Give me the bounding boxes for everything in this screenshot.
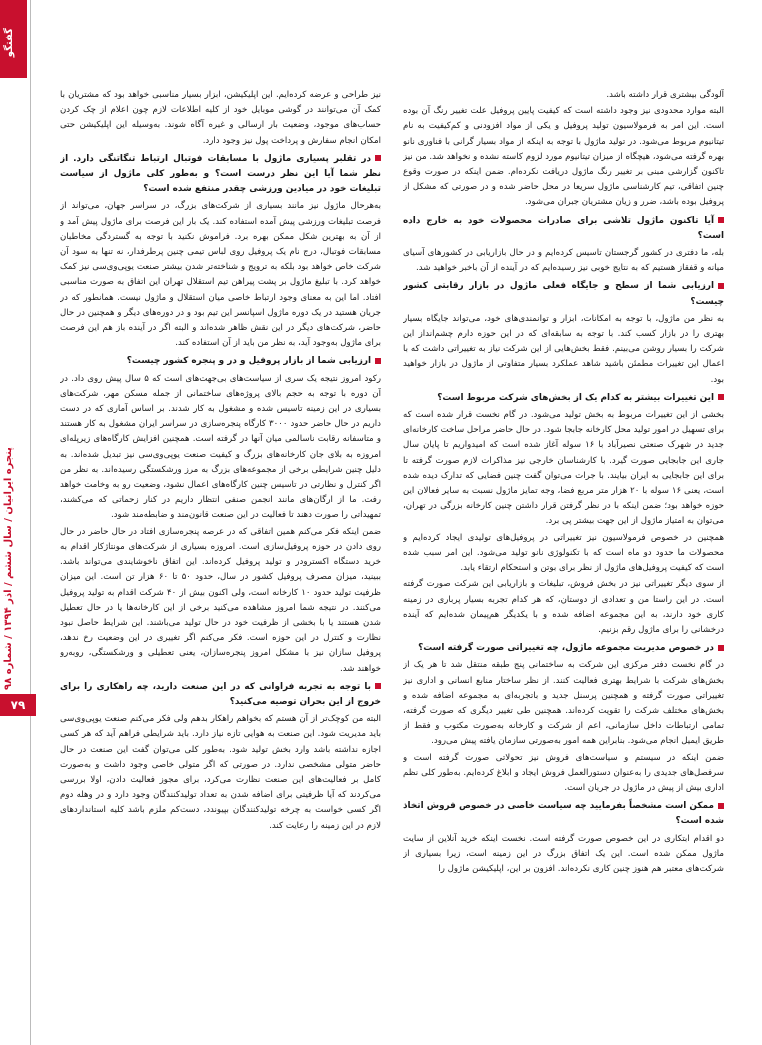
section-tab-label: گفتگو	[4, 28, 15, 58]
interview-question	[60, 354, 381, 369]
article-paragraph	[60, 88, 381, 149]
page-number: ۷۹	[0, 694, 36, 716]
paragraph-text: در خصوص مدیریت مجموعه ماژول، چه تغییراتی صورت گرفته است؟	[418, 643, 714, 654]
paragraph-text: این تغییرات بیشتر به کدام یک از بخش‌های شرکت مربوط است؟	[437, 392, 714, 403]
paragraph-text: به‌هرحال ماژول نیز مانند بسیاری از شرکت‌های بزرگ، در سراسر جهان، می‌تواند از فرصت تبلیغات ورزشی پیش آمده استفاده کند. یک بار این فرصت برای ماژول پیش آمد و از آن به بهترین شکل ممکن بهره برد. فراموش نکنید با توجه به گستردگی مخاطبان مسابقات فوتبال، درج نام یک پروفیل روی لباس تیمی چنین پرطرفدار، نه تنها به سود آن شرکت خاص خواهد بود بلکه به ترویج و شناخته‌تر شدن بیشتر صنعت یوپی‌وی‌سی نیز کمک خواهد کرد. با تبلیغ ماژول بر پشت پیراهن تیم استقلال تهران این اتفاق به صورت مناسبی افتاد. اما این به معنای وجود ارتباط خاصی میان استقلال و ماژول نیست. همانطور که در جریان هستید در یک دوره ماژول اسپانسر این تیم بود و در دوره‌های دیگر و همچنین در حال حاضر، شرکت‌های دیگر در این نقش ظاهر شده‌اند و البته اگر در آینده باز هم این فرصت برای ماژول به‌وجود آید، به نظر من باید از آن استفاده کند.	[60, 201, 381, 349]
question-bullet-icon	[718, 283, 724, 289]
article-paragraph	[403, 104, 724, 210]
article-paragraph	[403, 246, 724, 276]
article-paragraph	[403, 658, 724, 749]
paragraph-text: البته موارد محدودی نیز وجود داشته است که کیفیت پایین پروفیل علت تغییر رنگ آن بوده است. این امر به فرمولاسیون تولید پروفیل و یکی از مواد افزودنی و کم‌کیفیت به نام تیتانیوم مربوط می‌شود. در تولید ماژول با توجه به اینکه از مواد بسیار گرانی با فناوری نانو بهره گرفته می‌شود، هیچگاه از میزان تیتانیوم مورد لزوم کاسته نشده و نخواهد شد. من نیز تاکنون گزارشی مبنی بر تغییر رنگ ماژول دریافت نکرده‌ام. ضمن اینکه در صورت وقوع چنین اتفاقی، تیم کارشناسی ماژول سریعا در محل حاضر شده و در صورتی که مشکل از پروفیل بوده باشد، ضرر و زیان مشتریان جبران می‌شود.	[403, 106, 724, 208]
interview-question	[403, 214, 724, 244]
question-bullet-icon	[718, 803, 724, 809]
question-bullet-icon	[375, 155, 381, 161]
article-paragraph	[60, 372, 381, 524]
paragraph-text: به نظر من ماژول، با توجه به امکانات، ابزار و توانمندی‌های خود، می‌تواند جایگاه بسیار بهتری را در بازار کسب کند. با توجه به سابقه‌ای که در این حوزه دارم چشم‌انداز این شرکت را بسیار روشن می‌بینم. فقط بخش‌هایی از این شرکت نیاز به تغییراتی داشت که با اعمال این تغییرات مطمئن باشید شاهد عملکرد بسیار متفاوتی از ماژول در بازار خواهید بود.	[403, 313, 724, 385]
article-paragraph	[60, 199, 381, 351]
article-paragraph	[403, 408, 724, 530]
paragraph-text: بله، ما دفتری در کشور گرجستان تاسیس کرده‌ایم و در حال بازاریابی در کشورهای آسیای میانه و قفقاز هستیم که به نتایج خوبی نیز رسیده‌ایم که در آینده از آن باخبر خواهید شد.	[403, 248, 724, 274]
interview-question	[60, 680, 381, 710]
interview-question	[403, 799, 724, 829]
paragraph-text: آلودگی بیشتری قرار داشته باشد.	[606, 90, 724, 100]
paragraph-text: رکود امروز نتیجه یک سری از سیاست‌های بی‌جهت‌های است که ۵ سال پیش روی داد. در آن دوره با توجه به حجم بالای پروژه‌های ساختمانی از جمله مسکن مهر، شرکت‌های بسیاری در این زمینه تاسیس شده و مشغول به کار شدند. بر اساس آماری که در دست داریم در حال حاضر حدود ۳۰۰۰ کارگاه پنجره‌سازی در سراسر ایران مشغول به کار هستند و متاسفانه رقابت ناسالمی میان آنها در گرفته است. همچنین افزایش کارگاه‌های زیرپله‌ای امروزه به بلای جان کارخانه‌های بزرگ و کیفیت صنعت یوپی‌وی‌سی نیز تبدیل شده‌اند. به دلیل چنین شرایطی برخی از مجموعه‌های بزرگ به مرز ورشکستگی رسیده‌اند. به نظر من اگر کنترل و نظارتی در تاسیس چنین کارگاه‌های اعمال نشود، وضعیت رو به وخامت خواهد رفت. ما از ارگان‌های مانند انجمن صنفی انتظار داریم در کنار زحماتی که می‌کشند، تمهیداتی را صورت دهند تا فعالیت در این صنعت قانون‌مند و ضابطه‌مند شود.	[60, 373, 381, 521]
paragraph-text: بخشی از این تغییرات مربوط به بخش تولید می‌شود. در گام نخست قرار شده است که برای تسهیل در امور تولید محل کارخانه جابجا شود. در حال حاضر مراحل ساخت کارخانه‌ای جدید در شهرک صنعتی نصیرآباد با ۱۶ سوله آغاز شده است که امیدواریم تا پایان سال جاری این جابجایی صورت گیرد. با کارشناسان خارجی نیز مذاکرات لازم صورت گرفته تا برای این جابجایی به ایران بیایند. با جرات می‌توان گفت چنین فضایی که تدارک دیده شده است، یعنی ۱۶ سوله با ۲۰ هزار متر مربع فضا، وجه تمایز ماژول نسبت به سایر فعالان این حوزه خواهد بود؛ ضمن اینکه با در نظر گرفتن قرار داشتن چنین کارخانه بزرگی در تهران، می‌توان به امتیاز ماژول از این جهت بیشتر پی برد.	[403, 410, 724, 527]
interview-question	[403, 391, 724, 406]
paragraph-text: دو اقدام ابتکاری در این خصوص صورت گرفته است. نخست اینکه خرید آنلاین از سایت ماژول ممکن شده است. این یک اتفاق بزرگ در این زمینه است، زیرا بسیاری از شرکت‌های معتبر هم هنوز چنین کاری نکرده‌اند. افزون بر این، اپلیکیشن ماژول را	[403, 833, 724, 874]
question-bullet-icon	[375, 358, 381, 364]
article-columns	[60, 88, 724, 1028]
paragraph-text: آیا تاکنون ماژول تلاشی برای صادرات محصولات خود به خارج داده است؟	[403, 215, 724, 241]
paragraph-text: ضمن اینکه در سیستم و سیاست‌های فروش نیز تحولاتی صورت گرفته است و سرفصل‌های جدیدی را به‌عنوان دستورالعمل فروش ایجاد و ابلاغ کرده‌ایم. به‌طور کلی نظم اداری بیش از پیش در ماژول در جریان است.	[403, 752, 724, 793]
article-paragraph	[403, 88, 724, 103]
paragraph-text: همچنین در خصوص فرمولاسیون نیز تغییراتی در پروفیل‌های تولیدی ایجاد کرده‌ایم و محصولات ما حدود دو ماه است که با تکنولوژی نانو تولید می‌شود. این امر سبب شده است که کیفیت پروفیل‌های ماژول از نظر برای بوتن و استحکام ارتقاء یابد.	[403, 532, 724, 574]
paragraph-text: البته من کوچک‌تر از آن هستم که بخواهم راهکار بدهم ولی فکر می‌کنم صنعت یوپی‌وی‌سی باید مدیریت شود. این صنعت به هوایی تازه نیاز دارد. باید شرایطی فراهم آید که هر کسی اجازه نداشته باشد وارد بخش تولید شود. به‌طور کلی می‌توان گفت این صنعت در حال حاضر متولی مشخصی ندارد. در صورتی که اگر متولی خاصی وجود داشت و به‌صورت کامل بر فعالیت‌های این صنعت نظارت می‌کرد، برای مجوز فعالیت دادن، اولا بررسی می‌کردند که آیا ظرفیتی برای اضافه شدن به تعداد تولیدکنندگان وجود دارد و در وهله دوم اگر کسی خواست به چرخه تولیدکنندگان بپیوندد، دست‌کم ملزم باشد کلیه استانداردهای لازم در این زمینه را رعایت کند.	[60, 714, 381, 831]
interview-question	[60, 152, 381, 198]
paragraph-text: ارزیابی شما از بازار پروفیل و در و پنجره کشور چیست؟	[126, 356, 371, 367]
paragraph-text: ضمن اینکه فکر می‌کنم همین اتفاقی که در عرصه پنجره‌سازی افتاد در حال حاضر در حال روی دادن در حوزه پروفیل‌سازی است. امروزه بسیاری از شرکت‌های مونتاژکار اقدام به خرید دستگاه اکسترودر و تولید پروفیل کرده‌اند. این اتفاق ناخوشایندی می‌تواند باشد. ببینید، میزان مصرف پروفیل کشور در سال، حدود ۵۰ تا ۶۰ هزار تن است. این میزان ظرفیت تولید حدود ۱۰ کارخانه است، ولی اکنون بیش از ۴۰ شرکت اقدام به تولید پروفیل می‌کنند. در نتیجه شما امروز مشاهده می‌کنید برخی از این کارخانه‌ها یا در حال تعطیل شدن هستند یا با بخشی از ظرفیت خود در حال تولید می‌باشند. این شرایط حاصل نبود نظارت و کنترل در این حوزه است. فکر می‌کنم اگر تغییری در این وضعیت رخ ندهد، پروفیل سازان نیز با مشکل امروز پنجره‌سازان، یعنی تعطیلی و ورشکستگی، روبه‌رو خواهند شد.	[60, 526, 381, 674]
article-paragraph	[403, 531, 724, 577]
paragraph-text: از سوی دیگر تغییراتی نیز در بخش فروش، تبلیغات و بازاریابی این شرکت صورت گرفته است. در این راستا من و تعدادی از دوستان، که هر کدام تجربه بسیار پرباری در زمینه کاری خود دارند، به این مجموعه اضافه شده و با یکدیگر هم‌پیمان شده‌ایم که آینده درخشانی را برای ماژول رقم بزنیم.	[403, 579, 724, 635]
paragraph-text: نیز طراحی و عرضه کرده‌ایم. این اپلیکیشن، ابزار بسیار مناسبی خواهد بود که مشتریان با کمک آن می‌توانند در گوشی موبایل خود از کلیه اطلاعات لازم چون اعلام از چک کردن حساب‌های موجود، وضعیت بار ارسالی و غیره آگاه شوند. به‌وسیله این اپلیکیشن حتی امکان انجام سفارش و پرداخت پول نیز وجود دارد.	[60, 90, 381, 146]
article-column-right	[403, 88, 724, 1028]
article-paragraph	[60, 712, 381, 834]
question-bullet-icon	[375, 683, 381, 689]
interview-question	[403, 279, 724, 309]
margin-rule	[30, 0, 31, 1045]
issue-meta: پنجره ایرانیان / سال ششم / آذر ۱۳۹۴ / شماره ۹۸	[3, 447, 14, 690]
paragraph-text: در تقلبر پسیاری ماژول با مسابقات فوتبال ارتباط تنگاتنگی دارد. از نظر شما آیا این نظر درست است؟ و به‌طور کلی ماژول از سیاست تبلیغات خود در میادین ورزشی چقدر منتفع شده است؟	[60, 153, 381, 195]
article-paragraph	[403, 577, 724, 638]
article-column-left	[60, 88, 381, 1028]
article-paragraph	[60, 525, 381, 677]
article-paragraph	[403, 751, 724, 797]
question-bullet-icon	[718, 394, 724, 400]
paragraph-text: با توجه به تجربه فراوانی که در این صنعت دارید، چه راهکاری را برای خروج از این بحران توصیه می‌کنید؟	[60, 681, 381, 707]
article-paragraph	[403, 832, 724, 878]
section-tab	[0, 0, 27, 78]
paragraph-text: ارزیابی شما از سطح و جایگاه فعلی ماژول در بازار رقابتی کشور چیست؟	[403, 281, 724, 307]
paragraph-text: در گام نخست دفتر مرکزی این شرکت به ساختمانی پنج طبقه منتقل شد تا هر یک از بخش‌های شرکت با شرایط بهتری فعالیت کنند. از نظر ساختار منابع انسانی و اداری نیز تغییراتی صورت گرفته و همچنین پرسنل جدید و باتجربه‌ای به مجموعه اضافه شده و بخش‌های مختلف شرکت را تقویت کرده‌اند. همچنین طی تغییر دیگری که صورت گرفته، تمامی ارتباطات داخل سازمانی، اعم از شرکت و کارخانه به‌صورت مکتوب و فقط از طریق ایمیل انجام می‌شود. بنابراین همه امور به‌صورتی سازمان یافته پیش می‌رود.	[403, 660, 724, 747]
paragraph-text: ممکن است مشخصاً بفرمایید چه سیاست خاصی در خصوص فروش اتخاذ شده است؟	[403, 801, 724, 827]
question-bullet-icon	[718, 645, 724, 651]
question-bullet-icon	[718, 217, 724, 223]
interview-question	[403, 641, 724, 656]
article-paragraph	[403, 312, 724, 388]
